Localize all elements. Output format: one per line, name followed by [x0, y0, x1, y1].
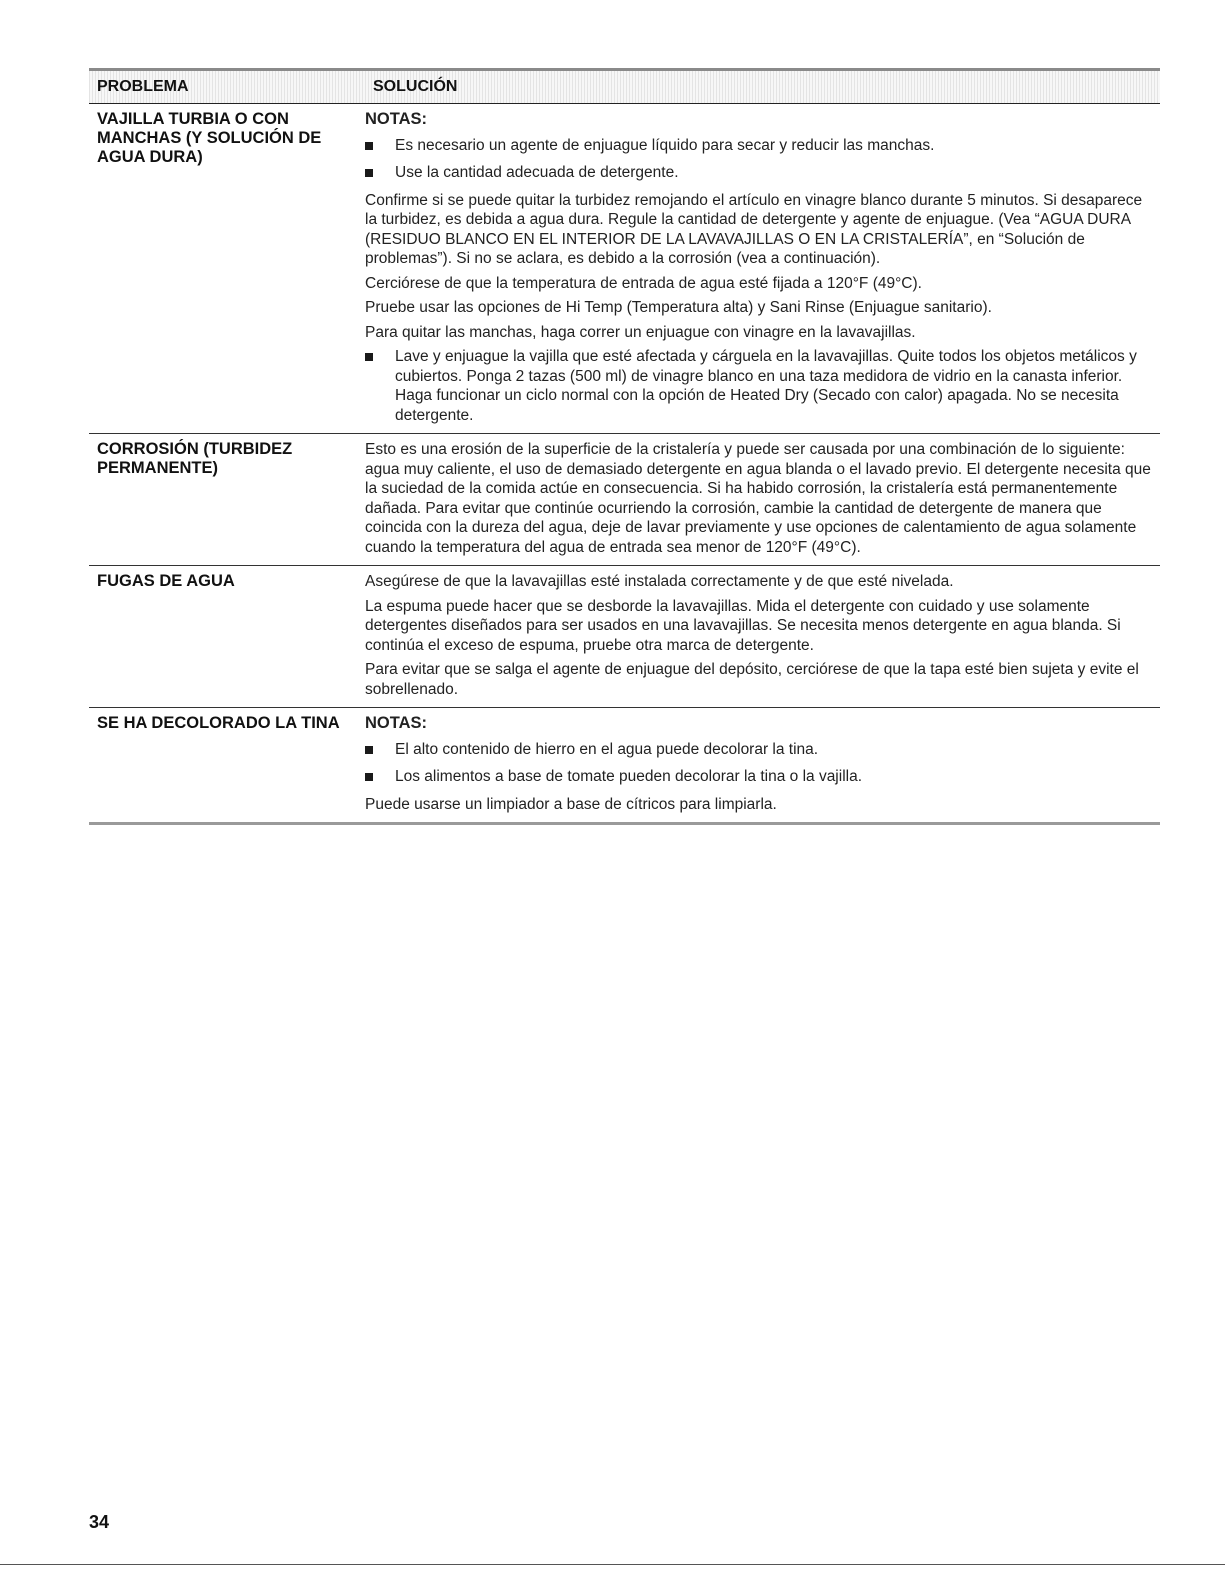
- solution-paragraph: Confirme si se puede quitar la turbidez remojando el artículo en vinagre blanco durante 5 minutos. Si desaparece la turbidez, es debida a agua dura. Regule la cantidad de detergente y agente de enjuague. (Vea “AGUA DURA (RESIDUO BLANCO EN EL INTERIOR DE LA LAVAVAJILLAS O EN LA CRISTALERÍA”, en “Solución de problemas”). Si no se aclara, es debido a la corrosión (vea a continuación).: [365, 191, 1143, 267]
- table-header: [89, 68, 1160, 104]
- bullet-text: Lave y enjuague la vajilla que esté afectada y cárguela en la lavavajillas. Quite todos los objetos metálicos y cubiertos. Ponga 2 tazas (500 ml) de vinagre blanco en una taza medidora de vidrio en la canasta inferior. Haga funcionar un ciclo normal con la opción de Heated Dry (Secado con calor) apagada. No se necesita detergente.: [395, 348, 1137, 424]
- solution-paragraph: Para evitar que se salga el agente de enjuague del depósito, cerciórese de que la tapa esté bien sujeta y evite el sobrellenado.: [365, 661, 1139, 698]
- table-row: [89, 708, 1160, 825]
- table-row: [89, 434, 1160, 566]
- solution-cell: [365, 104, 1160, 433]
- solution-cell: [365, 566, 1160, 707]
- bullet-text: El alto contenido de hierro en el agua puede decolorar la tina.: [395, 740, 819, 758]
- bullet-square-icon: [365, 353, 373, 361]
- solution-paragraph: Cerciórese de que la temperatura de entrada de agua esté fijada a 120°F (49°C).: [365, 274, 922, 292]
- problem-cell: CORROSIÓN (TURBIDEZ PERMANENTE): [97, 440, 293, 477]
- table-row: [89, 566, 1160, 708]
- solution-paragraph: Esto es una erosión de la superficie de la cristalería y puede ser causada por una combinación de lo siguiente: agua muy caliente, el uso de demasiado detergente en agua blanda o el lavado previo. El detergente necesita que la suciedad de la comida actúe en consecuencia. Si ha habido corrosión, la cristalería está permanentemente dañada. Para evitar que continúe ocurriendo la corrosión, cambie la cantidad de detergente de manera que coincida con la dureza del agua, deje de lavar previamente y use opciones de calentamiento de agua solamente cuando la temperatura del agua de entrada sea menor de 120°F (49°C).: [365, 441, 1151, 556]
- bottom-rule: [0, 1564, 1225, 1565]
- header-problem: PROBLEMA: [97, 78, 189, 95]
- bullet-square-icon: [365, 773, 373, 781]
- solution-paragraph: Asegúrese de que la lavavajillas esté instalada correctamente y de que esté nivelada.: [365, 573, 954, 590]
- table-row: [89, 104, 1160, 434]
- problem-cell: FUGAS DE AGUA: [97, 572, 235, 590]
- bullet-square-icon: [365, 746, 373, 754]
- solution-paragraph: Puede usarse un limpiador a base de cítricos para limpiarla.: [365, 795, 777, 813]
- problem-cell: SE HA DECOLORADO LA TINA: [97, 714, 340, 732]
- header-solution: SOLUCIÓN: [373, 78, 458, 95]
- bullet-item: [365, 136, 1160, 156]
- solution-cell: [365, 708, 1160, 822]
- bullet-item: [365, 740, 1160, 760]
- notes-label: NOTAS:: [365, 714, 428, 732]
- bullet-square-icon: [365, 142, 373, 150]
- bullet-square-icon: [365, 169, 373, 177]
- notes-label: NOTAS:: [365, 110, 428, 128]
- solution-paragraph: Para quitar las manchas, haga correr un enjuague con vinagre en la lavavajillas.: [365, 323, 916, 341]
- bullet-item: [365, 163, 1160, 183]
- page-number: 34: [89, 1512, 110, 1532]
- bullet-text: Use la cantidad adecuada de detergente.: [395, 164, 679, 181]
- solution-cell: [365, 434, 1160, 565]
- bullet-text: Es necesario un agente de enjuague líquido para secar y reducir las manchas.: [395, 136, 935, 154]
- bullet-text: Los alimentos a base de tomate pueden decolorar la tina o la vajilla.: [395, 768, 863, 785]
- solution-paragraph: La espuma puede hacer que se desborde la lavavajillas. Mida el detergente con cuidado y use solamente detergentes diseñados para ser usados en una lavavajillas. Se necesita menos detergente en agua blanda. Si continúa el exceso de espuma, pruebe otra marca de detergente.: [365, 597, 1121, 654]
- problem-cell: VAJILLA TURBIA O CON MANCHAS (Y SOLUCIÓN DE AGUA DURA): [97, 110, 322, 166]
- bullet-item: [365, 767, 1160, 787]
- bullet-item: [365, 347, 1160, 425]
- solution-paragraph: Pruebe usar las opciones de Hi Temp (Temperatura alta) y Sani Rinse (Enjuague sanitario).: [365, 299, 992, 316]
- troubleshooting-table: [89, 68, 1160, 825]
